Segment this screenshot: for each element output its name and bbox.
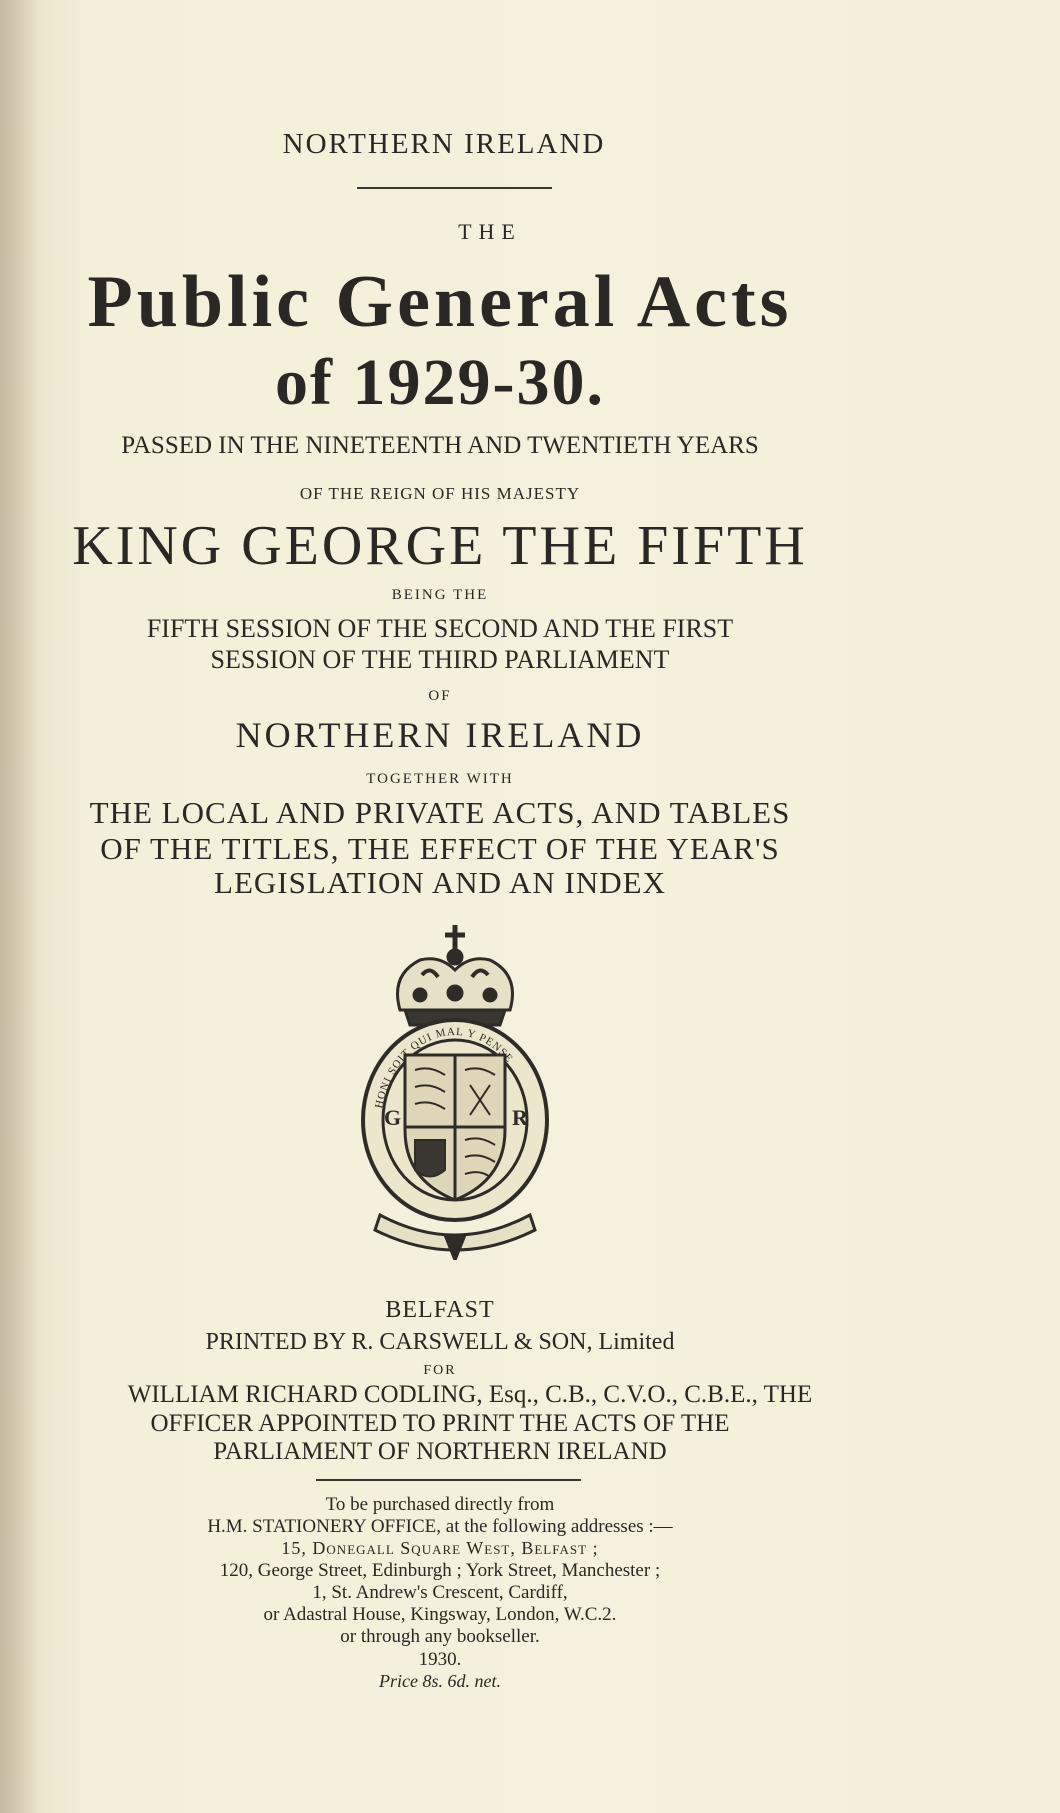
main-title-year: of 1929-30. — [275, 346, 605, 419]
purchase-address-cardiff: 1, St. Andrew's Crescent, Cardiff, — [312, 1582, 568, 1603]
passed-line: PASSED IN THE NINETEENTH AND TWENTIETH YEARS — [121, 432, 759, 459]
publication-year: 1930. — [418, 1649, 462, 1670]
purchase-line-2: H.M. STATIONERY OFFICE, at the following addresses :— — [207, 1516, 673, 1537]
crest-initial-right: R — [512, 1105, 528, 1130]
monarch-name: KING GEORGE THE FIFTH — [72, 515, 808, 577]
main-title: Public General Acts — [87, 261, 793, 343]
purchase-bookseller-line: or through any bookseller. — [340, 1626, 540, 1647]
contents-line-3: LEGISLATION AND AN INDEX — [214, 865, 666, 900]
purchase-address-edinburgh-manchester: 120, George Street, Edinburgh ; York Street, Manchester ; — [219, 1560, 661, 1581]
royal-coat-of-arms-icon — [350, 915, 560, 1260]
jurisdiction-heading: NORTHERN IRELAND — [282, 128, 606, 160]
price-line: Price 8s. 6d. net. — [379, 1671, 501, 1691]
divider-rule — [316, 1479, 581, 1481]
contents-line-2: OF THE TITLES, THE EFFECT OF THE YEAR'S — [100, 831, 780, 866]
parliament-name: NORTHERN IRELAND — [235, 715, 645, 755]
title-article: THE — [458, 219, 522, 244]
purchase-address-london: or Adastral House, Kingsway, London, W.C.2. — [263, 1604, 617, 1625]
together-with-line: TOGETHER WITH — [366, 771, 514, 787]
crest-initial-left: G — [384, 1105, 402, 1130]
purchase-line-1: To be purchased directly from — [325, 1494, 555, 1515]
printer-city: BELFAST — [385, 1297, 495, 1323]
session-line-1: FIFTH SESSION OF THE SECOND AND THE FIRST — [146, 614, 734, 643]
crest-motto: HONI SOIT QUI MAL Y PENSE — [373, 1025, 516, 1110]
for-line: FOR — [423, 1363, 457, 1378]
contents-line-1: THE LOCAL AND PRIVATE ACTS, AND TABLES — [89, 795, 791, 830]
being-the-line: BEING THE — [391, 587, 489, 603]
purchase-address-belfast: 15, Donegall Square West, Belfast ; — [281, 1538, 599, 1558]
divider-rule — [357, 187, 552, 189]
reign-line: OF THE REIGN OF HIS MAJESTY — [299, 484, 581, 503]
officer-line-2: OFFICER APPOINTED TO PRINT THE ACTS OF THE — [150, 1410, 730, 1437]
printed-by-line: PRINTED BY R. CARSWELL & SON, Limited — [205, 1329, 675, 1355]
of-line: OF — [428, 688, 452, 704]
session-line-2: SESSION OF THE THIRD PARLIAMENT — [210, 645, 670, 674]
officer-line-1: WILLIAM RICHARD CODLING, Esq., C.B., C.V.O., C.B.E., THE — [127, 1381, 813, 1408]
officer-line-3: PARLIAMENT OF NORTHERN IRELAND — [213, 1438, 667, 1465]
